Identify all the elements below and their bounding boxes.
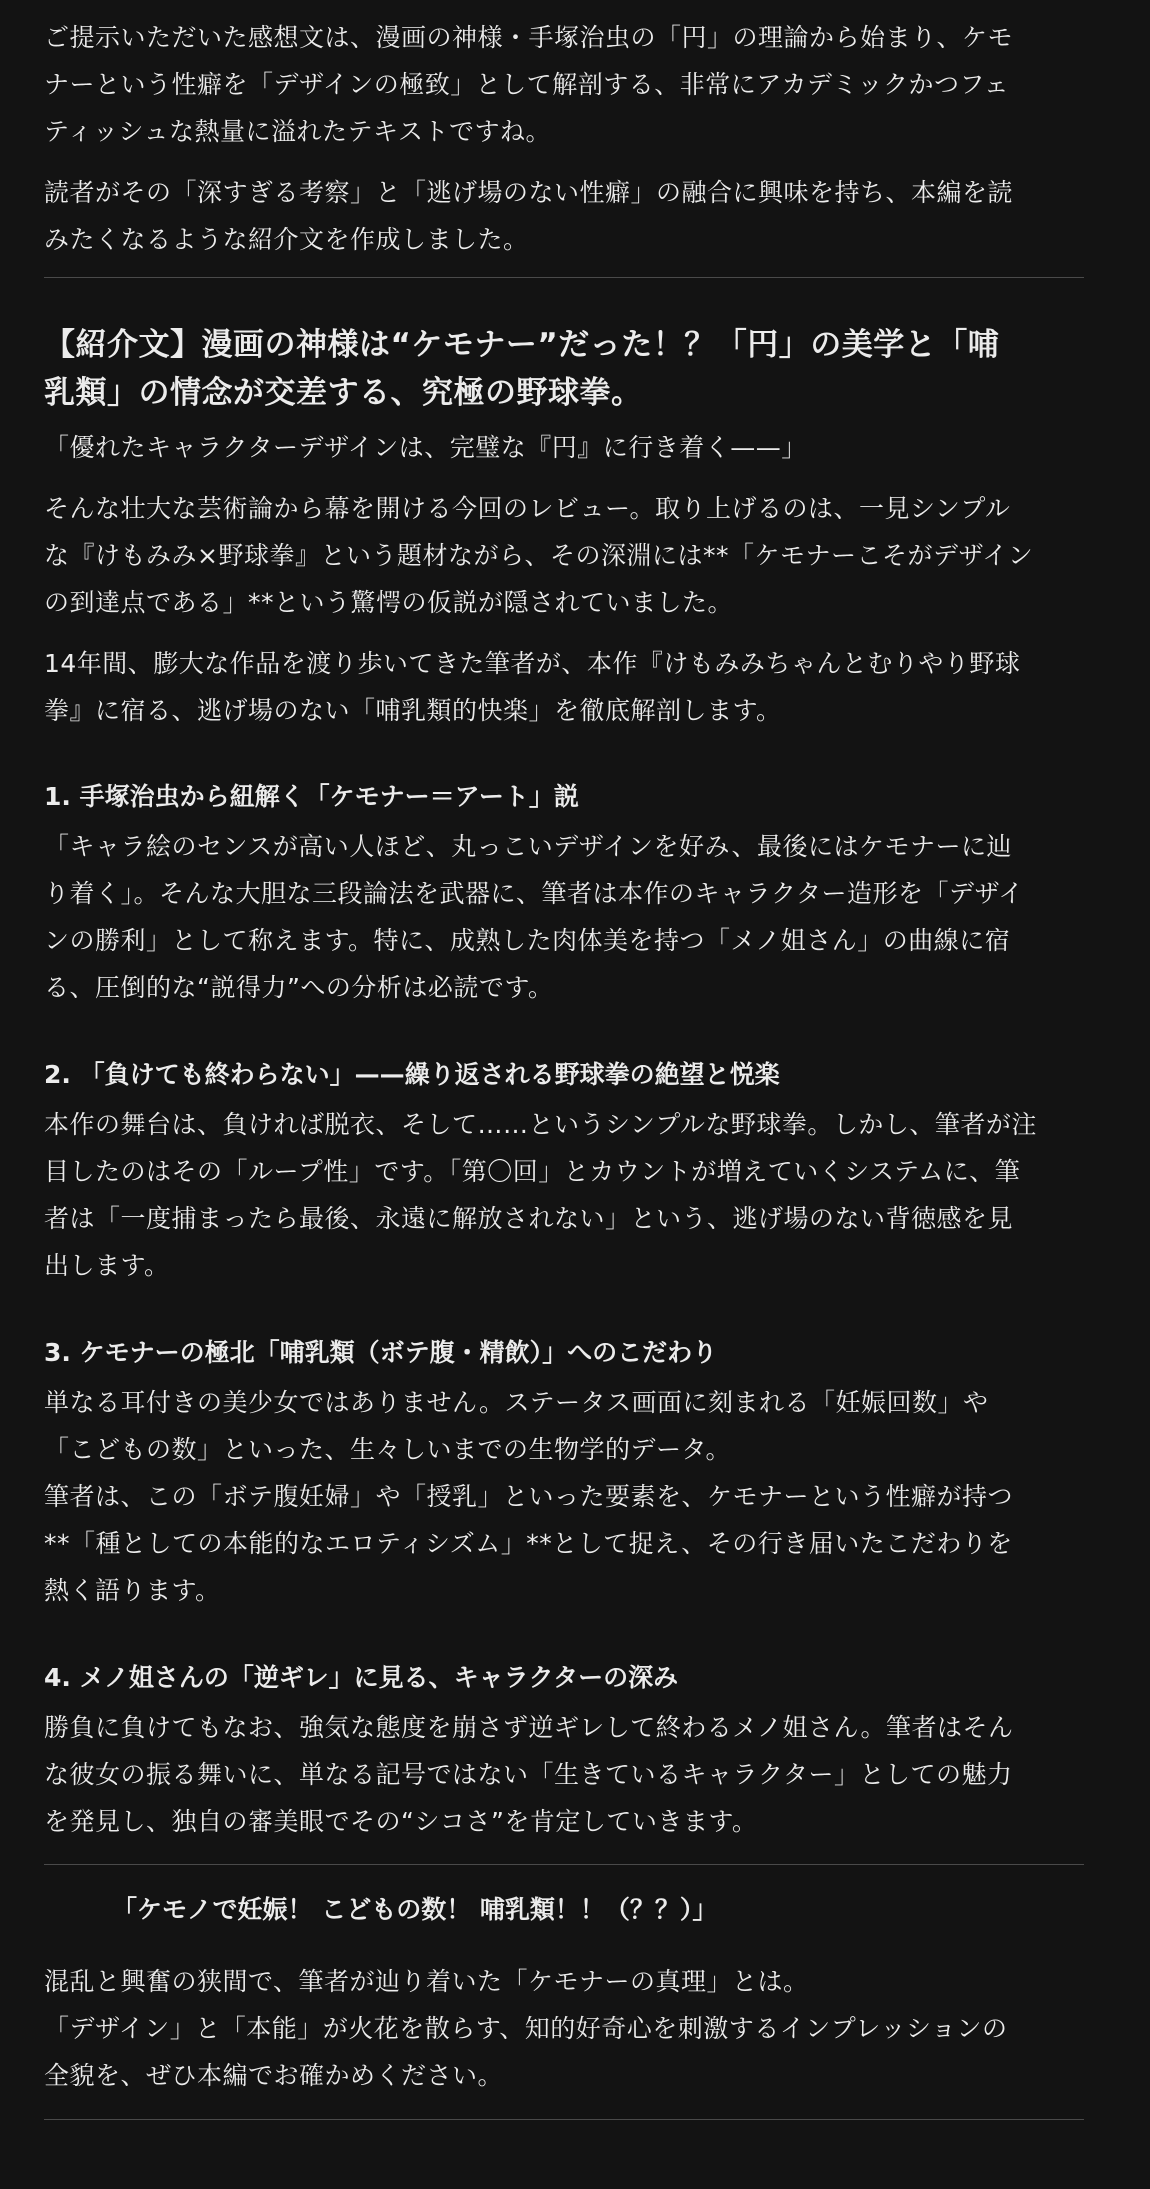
divider-2 [44,1864,1084,1865]
section-body-2: 本作の舞台は、負ければ脱衣、そして……というシンプルな野球拳。しかし、筆者が注 目したのはその「ループ性」です。「第〇回」とカウントが増えていくシステムに、筆 者は「一度捕まったら最後、永遠に解放されない」という、逃げ場のない背徳感を見 出します。 [44,1110,1037,1280]
intro-paragraph-1: ご提示いただいた感想文は、漫画の神様・手塚治虫の「円」の理論から始まり、ケモ ナーという性癖を「デザインの極致」として解剖する、非常にアカデミックかつフェ ティッシュな熱量に溢れたテキストですね。 [44,23,1014,146]
lead-paragraph-2: 14年間、膨大な作品を渡り歩いてきた筆者が、本作『けもみみちゃんとむりやり野球 拳』に宿る、逃げ場のない「哺乳類的快楽」を徹底解剖します。 [44,649,1021,725]
pull-quote: 「ケモノで妊娠！ こどもの数！ 哺乳類！！（？？）」 [112,1895,718,1924]
section-body-1: 「キャラ絵のセンスが高い人ほど、丸っこいデザインを好み、最後にはケモナーに辿 り着く」。そんな大胆な三段論法を武器に、筆者は本作のキャラクター造形を「デザイ ンの勝利」として称えます。特に、成熟した肉体美を持つ「メノ姐さん」の曲線に宿 る、圧倒的な“説得力”への分析は必読です。 [44,832,1024,1002]
section-body-4: 勝負に負けてもなお、強気な態度を崩さず逆ギレして終わるメノ姐さん。筆者はそん な彼女の振る舞いに、単なる記号ではない「生きているキャラクター」としての魅力 を発見し、独自の審美眼でその“シコさ”を肯定していきます。 [44,1713,1014,1836]
section-body-3: 単なる耳付きの美少女ではありません。ステータス画面に刻まれる「妊娠回数」や 「こどもの数」といった、生々しいまでの生物学的データ。 筆者は、この「ボテ腹妊婦」や「授乳」といった要素を、ケモナーという性癖が持つ **「種としての本能的なエロティシズム」**として捉え、その行き届いたこだわりを 熱く語ります。 [44,1388,1014,1605]
section-heading-1: 1. 手塚治虫から紐解く「ケモナー＝アート」説 [44,782,579,811]
closing-paragraph: 混乱と興奮の狭間で、筆者が辿り着いた「ケモナーの真理」とは。 「デザイン」と「本能」が火花を散らす、知的好奇心を刺激するインプレッションの 全貌を、ぜひ本編でお確かめください。 [44,1967,1008,2090]
section-heading-2: 2. 「負けても終わらない」——繰り返される野球拳の絶望と悦楽 [44,1060,780,1089]
divider-1 [44,277,1084,278]
section-heading-4: 4. メノ姐さんの「逆ギレ」に見る、キャラクターの深み [44,1663,679,1692]
section-heading-3: 3. ケモナーの極北「哺乳類（ボテ腹・精飲）」へのこだわり [44,1338,718,1367]
intro-paragraph-2: 読者がその「深すぎる考察」と「逃げ場のない性癖」の融合に興味を持ち、本編を読 みたくなるような紹介文を作成しました。 [44,178,1014,254]
article-title: 【紹介文】漫画の神様は“ケモナー”だった！？「円」の美学と「哺 乳類」の情念が交差する、究極の野球拳。 [44,327,1000,411]
lead-paragraph-1: そんな壮大な芸術論から幕を開ける今回のレビュー。取り上げるのは、一見シンプル な『けもみみ×野球拳』という題材ながら、その深淵には**「ケモナーこそがデザイン の到達点である」**という驚愕の仮説が隠されていました。 [44,494,1034,617]
lead-quote: 「優れたキャラクターデザインは、完璧な『円』に行き着く——」 [44,433,807,462]
divider-3 [44,2119,1084,2120]
response-content [44,0,1084,2120]
